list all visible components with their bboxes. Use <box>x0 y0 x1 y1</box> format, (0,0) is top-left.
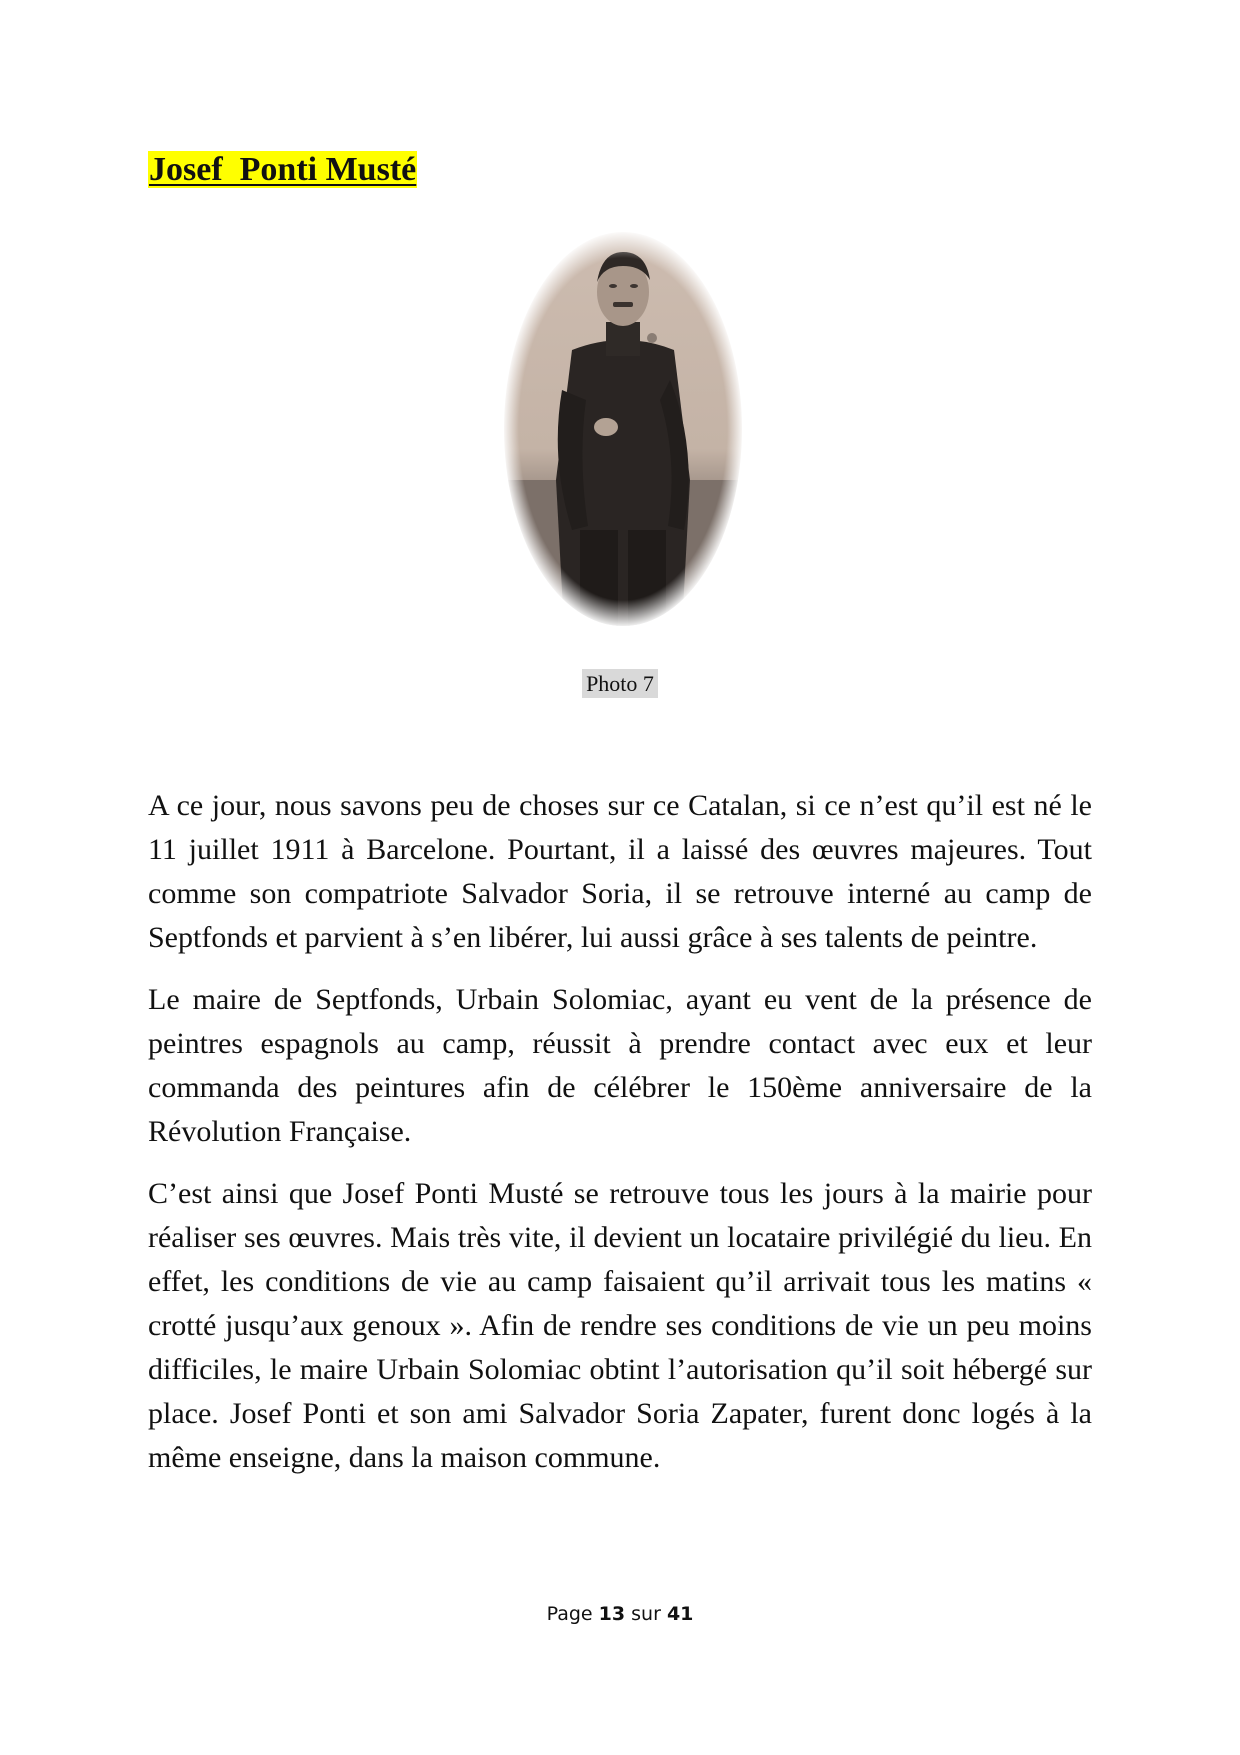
article-body <box>148 784 1092 1498</box>
paragraph-1: A ce jour, nous savons peu de choses sur ce Catalan, si ce n’est qu’il est né le 11 juillet 1911 à Barcelone. Pourtant, il a laissé des œuvres majeures. Tout comme son compatriote Salvador Soria, il se retrouve interné au camp de Septfonds et parvient à s’en libérer, lui aussi grâce à ses talents de peintre. <box>148 789 1092 954</box>
footer-of-word: sur <box>631 1603 661 1625</box>
photo-caption-label: Photo 7 <box>582 669 658 698</box>
footer-total-pages: 41 <box>666 1603 694 1625</box>
paragraph-2: Le maire de Septfonds, Urbain Solomiac, ayant eu vent de la présence de peintres espagnols au camp, réussit à prendre contact avec eux et leur commanda des peintures afin de célébrer le 150ème anniversaire de la Révolution Française. <box>148 983 1092 1148</box>
title-highlight: Josef Ponti Musté <box>149 151 417 188</box>
portrait-photo <box>502 230 744 628</box>
paragraph-3: C’est ainsi que Josef Ponti Musté se retrouve tous les jours à la mairie pour réaliser ses œuvres. Mais très vite, il devient un locataire privilégié du lieu. En effet, les conditions de vie au camp faisaient qu’il arrivait tous les matins « crotté jusqu’aux genoux ». Afin de rendre ses conditions de vie un peu moins difficiles, le maire Urbain Solomiac obtint l’autorisation qu’il soit hébergé sur place. Josef Ponti et son ami Salvador Soria Zapater, furent donc logés à la même enseigne, dans la maison commune. <box>148 1177 1092 1474</box>
page-footer <box>0 1602 1240 1626</box>
footer-page-number: 13 <box>598 1603 626 1625</box>
page-title <box>148 150 417 190</box>
footer-page-word: Page <box>546 1603 593 1625</box>
portrait-photo-icon <box>502 230 744 628</box>
photo-caption <box>0 671 1240 697</box>
